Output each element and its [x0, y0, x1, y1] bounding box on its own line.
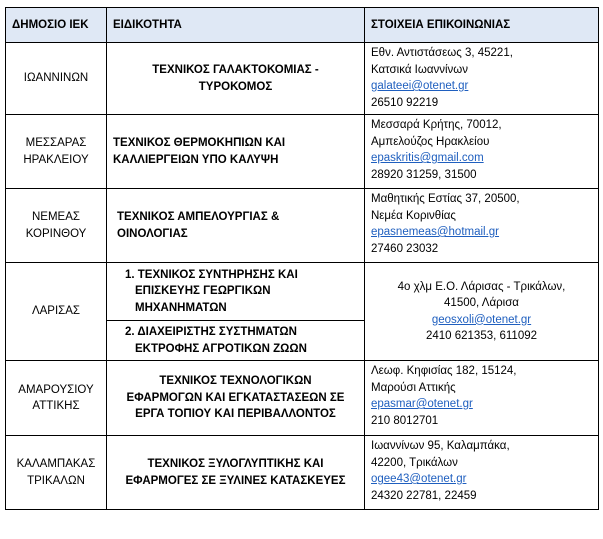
email-link[interactable]: ogee43@otenet.gr — [371, 473, 467, 485]
phone: 2410 621353, 611092 — [425, 330, 538, 342]
email-link[interactable]: geosxoli@otenet.gr — [431, 313, 532, 326]
header-iek: ΔΗΜΟΣΙΟ ΙΕΚ — [6, 8, 107, 43]
table-row — [6, 115, 599, 189]
iek-name: ΚΑΛΑΜΠΑΚΑΣ ΤΡΙΚΑΛΩΝ — [6, 436, 107, 510]
phone: 24320 22781, 22459 — [371, 489, 477, 502]
iek-name: ΙΩΑΝΝΙΝΩΝ — [6, 43, 107, 115]
specialty-cell: 1. ΤΕΧΝΙΚΟΣ ΣΥΝΤΗΡΗΣΗΣ ΚΑΙ ΕΠΙΣΚΕΥΗΣ ΓΕΩΡΓΙΚΩΝ ΜΗΧΑΝΗΜΑΤΩΝ — [107, 263, 365, 321]
table-row — [6, 43, 599, 115]
table-row — [6, 361, 599, 436]
iek-name: ΜΕΣΣΑΡΑΣ ΗΡΑΚΛΕΙΟΥ — [6, 115, 107, 189]
email-link[interactable]: epasmar@otenet.gr — [371, 398, 473, 410]
specialty-cell: ΤΕΧΝΙΚΟΣ ΑΜΠΕΛΟΥΡΓΙΑΣ & ΟΙΝΟΛΟΓΙΑΣ — [107, 189, 365, 263]
specialty-cell: 2. ΔΙΑΧΕΙΡΙΣΤΗΣ ΣΥΣΤΗΜΑΤΩΝ ΕΚΤΡΟΦΗΣ ΑΓΡΟΤΙΚΩΝ ΖΩΩΝ — [107, 321, 365, 361]
email-link[interactable]: epaskritis@gmail.com — [371, 152, 484, 164]
header-specialty: ΕΙΔΙΚΟΤΗΤΑ — [107, 8, 365, 43]
specialty-cell: ΤΕΧΝΙΚΟΣ ΓΑΛΑΚΤΟΚΟΜΙΑΣ - ΤΥΡΟΚΟΜΟΣ — [107, 43, 365, 115]
contact-cell: Λεωφ. Κηφισίας 182, 15124, Μαρούσι Αττικής epasmar@otenet.gr 210 8012701 — [365, 361, 599, 436]
iek-name: ΑΜΑΡΟΥΣΙΟΥ ΑΤΤΙΚΗΣ — [6, 361, 107, 436]
header-row — [6, 8, 599, 43]
table-row — [6, 189, 599, 263]
iek-name: ΝΕΜΕΑΣ ΚΟΡΙΝΘΟΥ — [6, 189, 107, 263]
phone: 28920 31259, 31500 — [371, 168, 477, 181]
contact-cell: 4ο χλμ Ε.Ο. Λάρισας - Τρικάλων, 41500, Λάρισα geosxoli@otenet.gr 2410 621353, 611092 — [365, 263, 599, 361]
iek-table — [5, 7, 599, 510]
header-contact: ΣΤΟΙΧΕΙΑ ΕΠΙΚΟΙΝΩΝΙΑΣ — [365, 8, 599, 43]
phone: 27460 23032 — [371, 242, 439, 255]
specialty-cell: ΤΕΧΝΙΚΟΣ ΞΥΛΟΓΛΥΠΤΙΚΗΣ ΚΑΙ ΕΦΑΡΜΟΓΕΣ ΣΕ ΞΥΛΙΝΕΣ ΚΑΤΑΣΚΕΥΕΣ — [107, 436, 365, 510]
iek-name: ΛΑΡΙΣΑΣ — [6, 263, 107, 361]
contact-cell: Μεσσαρά Κρήτης, 70012, Αμπελούζος Ηρακλείου epaskritis@gmail.com 28920 31259, 31500 — [365, 115, 599, 189]
email-link[interactable]: galateei@otenet.gr — [371, 80, 469, 92]
phone: 26510 92219 — [371, 96, 439, 109]
specialty-cell: ΤΕΧΝΙΚΟΣ ΤΕΧΝΟΛΟΓΙΚΩΝ ΕΦΑΡΜΟΓΩΝ ΚΑΙ ΕΓΚΑΤΑΣΤΑΣΕΩΝ ΣΕ ΕΡΓΑ ΤΟΠΙΟΥ ΚΑΙ ΠΕΡΙΒΑΛΛΟΝΤΟΣ — [107, 361, 365, 436]
table-row — [6, 436, 599, 510]
table-row — [6, 263, 599, 321]
contact-cell: Εθν. Αντιστάσεως 3, 45221, Κατσικά Ιωαννίνων galateei@otenet.gr 26510 92219 — [365, 43, 599, 115]
email-link[interactable]: epasnemeas@hotmail.gr — [371, 226, 500, 238]
contact-cell: Μαθητικής Εστίας 37, 20500, Νεμέα Κορινθίας epasnemeas@hotmail.gr 27460 23032 — [365, 189, 599, 263]
specialty-cell: ΤΕΧΝΙΚΟΣ ΘΕΡΜΟΚΗΠΙΩΝ ΚΑΙ ΚΑΛΛΙΕΡΓΕΙΩΝ ΥΠΟ ΚΑΛΥΨΗ — [107, 115, 365, 189]
phone: 210 8012701 — [371, 414, 439, 427]
contact-cell: Ιωαννίνων 95, Καλαμπάκα, 42200, Τρικάλων ogee43@otenet.gr 24320 22781, 22459 — [365, 436, 599, 510]
